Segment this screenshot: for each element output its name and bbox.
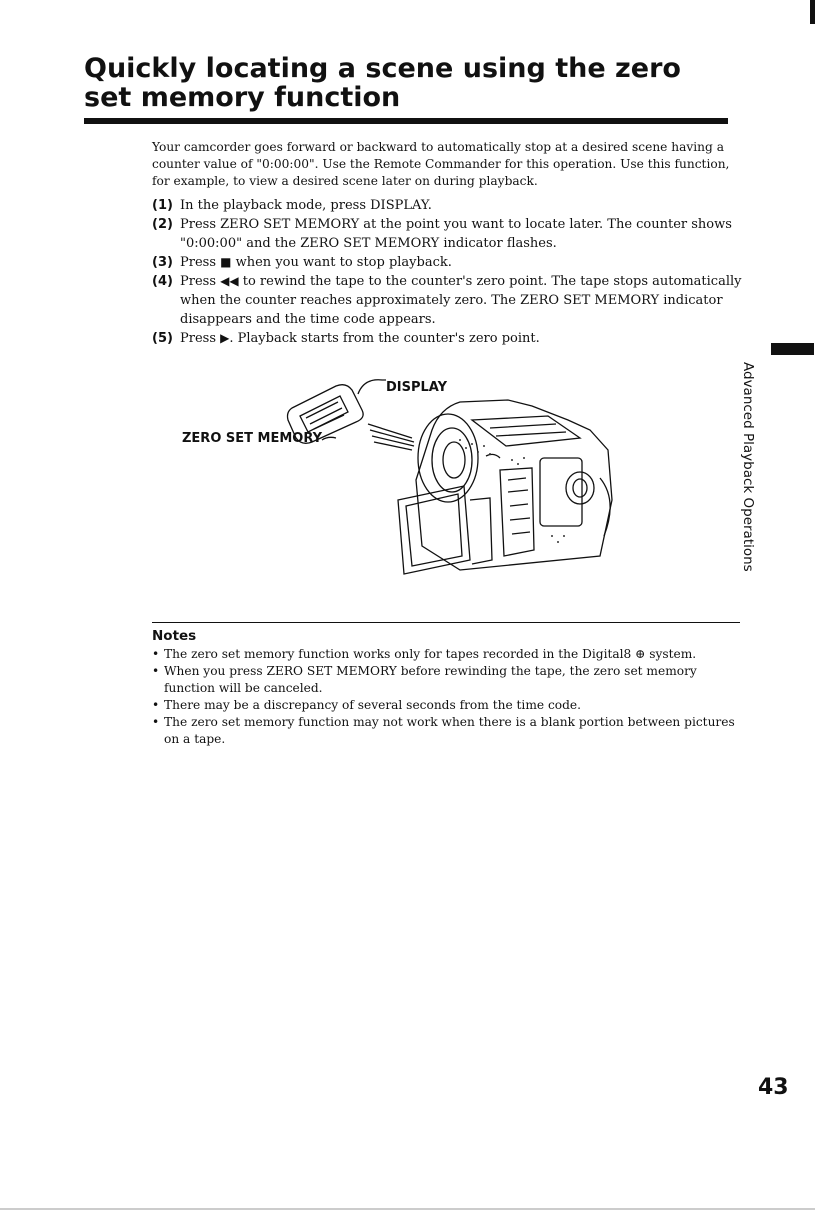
display-button-label: DISPLAY	[386, 380, 448, 395]
page-title: Quickly locating a scene using the zero set memory function	[84, 53, 681, 113]
note-item: • The zero set memory function works only for tapes recorded in the Digital8 ⊕ system.	[152, 646, 742, 663]
step-number: (1)	[152, 198, 173, 213]
step-number: (3)	[152, 255, 173, 270]
section-side-label	[736, 362, 760, 572]
title-rule	[84, 118, 728, 124]
steps-list	[152, 196, 742, 348]
step-text	[180, 272, 742, 329]
step-5	[152, 329, 742, 348]
camcorder-icon	[398, 400, 612, 574]
scan-bottom-edge	[0, 1208, 815, 1210]
notes-list	[152, 646, 742, 748]
page-number: 43	[758, 1075, 789, 1100]
play-icon: ▶	[220, 331, 230, 345]
step-text-post: when you want to stop playback.	[231, 255, 452, 270]
step-text: In the playback mode, press DISPLAY.	[180, 198, 432, 213]
notes-divider	[152, 622, 740, 623]
step-text: Press ZERO SET MEMORY at the point you want to locate later. The counter shows "0:00:00" and the ZERO SET MEMORY indicator flashes.	[180, 217, 732, 251]
step-3	[152, 253, 742, 272]
step-text-post: . Playback starts from the counter's zero point.	[229, 331, 540, 346]
step-text-pre: Press	[180, 331, 221, 346]
step-text-pre: Press	[180, 274, 221, 289]
step-number: (4)	[152, 274, 173, 289]
stop-icon: ■	[220, 255, 232, 269]
note-item: • There may be a discrepancy of several seconds from the time code.	[152, 697, 742, 714]
scan-edge-mark	[810, 0, 815, 24]
step-number: (5)	[152, 331, 173, 346]
section-side-label-text: Advanced Playback Operations	[740, 362, 756, 572]
step-1	[152, 196, 742, 215]
section-tab-marker	[771, 343, 814, 355]
step-text	[180, 253, 742, 272]
step-text-pre: Press	[180, 255, 221, 270]
notes-heading: Notes	[152, 628, 197, 644]
step-text	[180, 329, 742, 348]
step-text-post: to rewind the tape to the counter's zero point. The tape stops automatically when the counter reaches approximately zero. The ZERO SET MEMORY indicator disappears and the time code appears.	[180, 274, 742, 327]
step-2	[152, 215, 742, 253]
intro-paragraph: Your camcorder goes forward or backward to automatically stop at a desired scene having a counter value of "0:00:00". Use the Remote Commander for this operation. Use this function, for example, to view a desired scene later on during playback.	[152, 140, 730, 188]
step-4	[152, 272, 742, 329]
rewind-icon: ◀◀	[220, 274, 239, 288]
step-number: (2)	[152, 217, 173, 232]
zero-set-memory-label: ZERO SET MEMORY	[182, 431, 323, 446]
note-item: • When you press ZERO SET MEMORY before rewinding the tape, the zero set memory function will be canceled.	[152, 663, 742, 697]
note-item: • The zero set memory function may not work when there is a blank portion between pictures on a tape.	[152, 714, 742, 748]
